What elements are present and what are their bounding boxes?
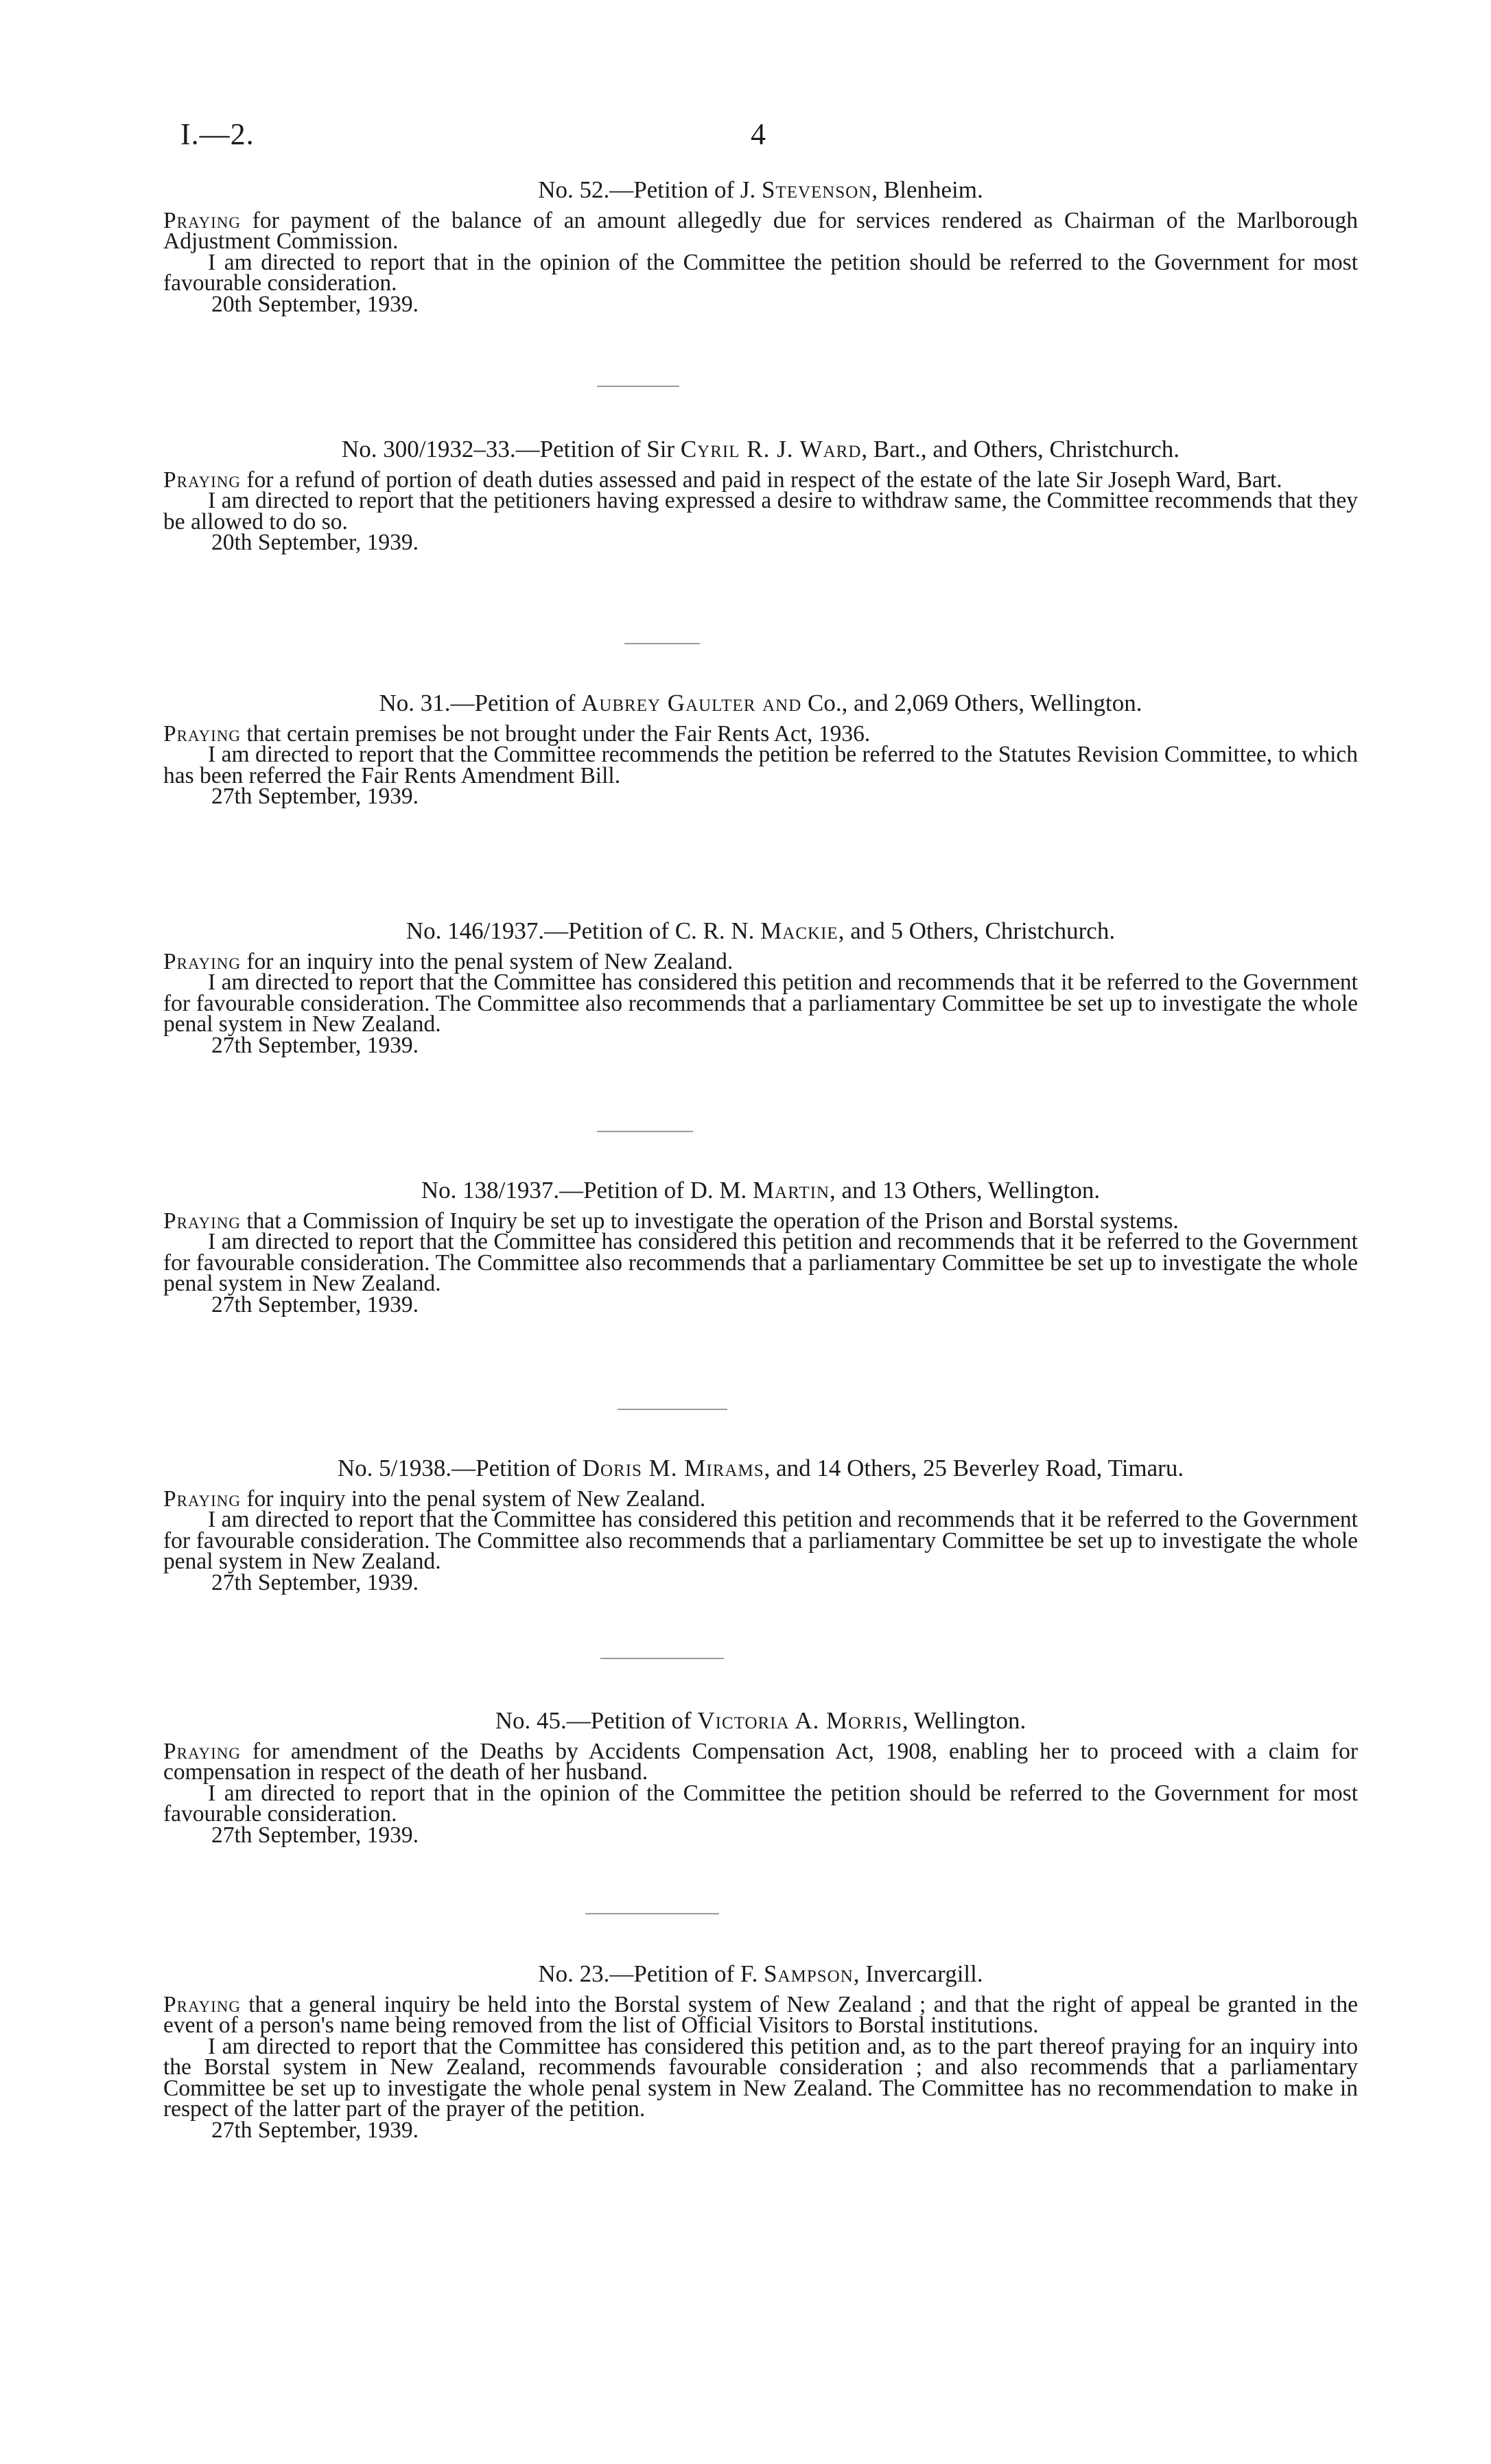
section-divider bbox=[600, 1658, 724, 1659]
praying-word: Praying bbox=[163, 1486, 241, 1512]
petitioner-name: Martin bbox=[753, 1177, 830, 1204]
petition-title-suffix: , Wellington. bbox=[902, 1707, 1026, 1734]
petition-title-prefix: No. 5/1938.—Petition of bbox=[337, 1455, 583, 1481]
praying-text: that a general inquiry be held into the Borstal system of New Zealand ; and that the right of appeal be granted in the event of a person's name being removed from the list of Official Visitors to Borstal institutions. bbox=[163, 1991, 1358, 2038]
petition-title-suffix: Co., and 2,069 Others, Wellington. bbox=[801, 690, 1142, 716]
section-divider bbox=[618, 1409, 727, 1410]
praying-text: for an inquiry into the penal system of New Zealand. bbox=[240, 948, 733, 974]
petition-title-prefix: No. 146/1937.—Petition of C. R. N. bbox=[406, 917, 761, 944]
report-date: 27th September, 1939. bbox=[211, 1569, 419, 1595]
praying-word: Praying bbox=[163, 1991, 241, 2017]
petition-title bbox=[163, 436, 1358, 462]
praying-text: that a Commission of Inquiry be set up to investigate the operation of the Prison and Borstal systems. bbox=[240, 1208, 1179, 1234]
petition-entry bbox=[163, 917, 1358, 1058]
praying-text: for payment of the balance of an amount allegedly due for services rendered as Chairman of the Marlborough Adjustment Commission. bbox=[163, 207, 1358, 254]
petition-title-prefix: No. 45.—Petition of bbox=[495, 1707, 698, 1734]
petition-title-prefix: No. 23.—Petition of F. bbox=[538, 1960, 764, 1987]
committee-report: I am directed to report that the Committee recommends the petition be referred to the Statutes Revision Committee, to which has been referred the Fair Rents Amendment Bill. bbox=[163, 742, 1358, 788]
committee-report: I am directed to report that in the opinion of the Committee the petition should be referred to the Government for most favourable consideration. bbox=[163, 1780, 1358, 1827]
petition-title-prefix: No. 300/1932–33.—Petition of Sir bbox=[341, 436, 681, 462]
section-divider bbox=[597, 386, 679, 387]
report-date: 20th September, 1939. bbox=[211, 291, 419, 317]
petition-title bbox=[163, 1177, 1358, 1204]
petition-title bbox=[163, 1707, 1358, 1734]
petition-entry bbox=[163, 436, 1358, 555]
petitioner-name: Victoria A. Morris bbox=[697, 1707, 902, 1734]
petition-entry bbox=[163, 176, 1358, 317]
praying-text: for inquiry into the penal system of New Zealand. bbox=[240, 1486, 706, 1512]
petition-entry bbox=[163, 1707, 1358, 1848]
committee-report: I am directed to report that the petitioners having expressed a desire to withdraw same, the Committee recommends that they be allowed to do so. bbox=[163, 488, 1358, 535]
petition-prayer bbox=[163, 1991, 1358, 2038]
praying-word: Praying bbox=[163, 948, 241, 974]
petition-entry bbox=[163, 1177, 1358, 1317]
section-divider bbox=[624, 643, 700, 644]
petitioner-name: Aubrey Gaulter and bbox=[581, 690, 802, 716]
committee-report: I am directed to report that the Committee has considered this petition and, as to the part thereof praying for an inquiry into the Borstal system in New Zealand, recommends favourable consideration ; and also recommends that a parliamentary Committee be set up to investigate the whole penal system in New Zealand. The Committee has no recommendation to make in respect of the latter part of the prayer of the petition. bbox=[163, 2033, 1358, 2122]
petition-title-prefix: No. 138/1937.—Petition of D. M. bbox=[421, 1177, 753, 1204]
petition-title-suffix: , Blenheim. bbox=[871, 176, 983, 203]
report-date: 27th September, 1939. bbox=[211, 1822, 419, 1848]
petitioner-name: Doris M. Mirams bbox=[582, 1455, 764, 1481]
praying-text: that certain premises be not brought under the Fair Rents Act, 1936. bbox=[240, 720, 871, 747]
report-date: 27th September, 1939. bbox=[211, 784, 419, 809]
section-divider bbox=[585, 1913, 719, 1914]
page-number: 4 bbox=[751, 117, 766, 151]
petition-title-suffix: , Bart., and Others, Christchurch. bbox=[861, 436, 1180, 462]
petition-prayer bbox=[163, 1738, 1358, 1785]
petition-title-suffix: , and 13 Others, Wellington. bbox=[830, 1177, 1101, 1204]
petition-entry bbox=[163, 690, 1358, 809]
petition-prayer bbox=[163, 207, 1358, 254]
report-date: 20th September, 1939. bbox=[211, 530, 419, 555]
praying-word: Praying bbox=[163, 1208, 241, 1234]
page-reference: I.—2. bbox=[180, 117, 255, 151]
committee-report: I am directed to report that the Committee has considered this petition and recommends that it be referred to the Government for favourable consideration. The Committee also recommends that a parliamentary Committee be set up to investigate the whole penal system in New Zealand. bbox=[163, 1507, 1358, 1574]
praying-word: Praying bbox=[163, 207, 241, 233]
praying-text: for amendment of the Deaths by Accidents Compensation Act, 1908, enabling her to proceed with a claim for compensation in respect of the death of her husband. bbox=[163, 1738, 1358, 1785]
petition-title bbox=[163, 917, 1358, 944]
petitioner-name: Mackie bbox=[760, 917, 838, 944]
praying-text: for a refund of portion of death duties assessed and paid in respect of the estate of the late Sir Joseph Ward, Bart. bbox=[240, 467, 1282, 493]
praying-word: Praying bbox=[163, 467, 241, 493]
petition-title bbox=[163, 176, 1358, 203]
praying-word: Praying bbox=[163, 720, 241, 747]
petition-title-suffix: , and 5 Others, Christchurch. bbox=[838, 917, 1116, 944]
report-date: 27th September, 1939. bbox=[211, 1291, 419, 1317]
report-date: 27th September, 1939. bbox=[211, 1032, 419, 1058]
committee-report: I am directed to report that in the opinion of the Committee the petition should be referred to the Government for most favourable consideration. bbox=[163, 249, 1358, 296]
petitioner-name: Cyril R. J. Ward bbox=[680, 436, 862, 462]
petition-title-suffix: , and 14 Others, 25 Beverley Road, Timaru. bbox=[764, 1455, 1184, 1481]
committee-report: I am directed to report that the Committee has considered this petition and recommends that it be referred to the Government for favourable consideration. The Committee also recommends that a parliamentary Committee be set up to investigate the whole penal system in New Zealand. bbox=[163, 970, 1358, 1037]
petition-entry bbox=[163, 1960, 1358, 2143]
petition-title-suffix: , Invercargill. bbox=[853, 1960, 983, 1987]
petition-title bbox=[163, 690, 1358, 716]
petition-title bbox=[163, 1960, 1358, 1987]
petitioner-name: Sampson bbox=[764, 1960, 854, 1987]
petition-title-prefix: No. 31.—Petition of bbox=[379, 690, 582, 716]
report-date: 27th September, 1939. bbox=[211, 2117, 419, 2143]
praying-word: Praying bbox=[163, 1738, 241, 1764]
committee-report: I am directed to report that the Committee has considered this petition and recommends that it be referred to the Government for favourable consideration. The Committee also recommends that a parliamentary Committee be set up to investigate the whole penal system in New Zealand. bbox=[163, 1229, 1358, 1296]
petition-title bbox=[163, 1455, 1358, 1481]
petition-entry bbox=[163, 1455, 1358, 1595]
petition-title-prefix: No. 52.—Petition of J. bbox=[538, 176, 762, 203]
petitioner-name: Stevenson bbox=[761, 176, 872, 203]
section-divider bbox=[597, 1131, 693, 1132]
